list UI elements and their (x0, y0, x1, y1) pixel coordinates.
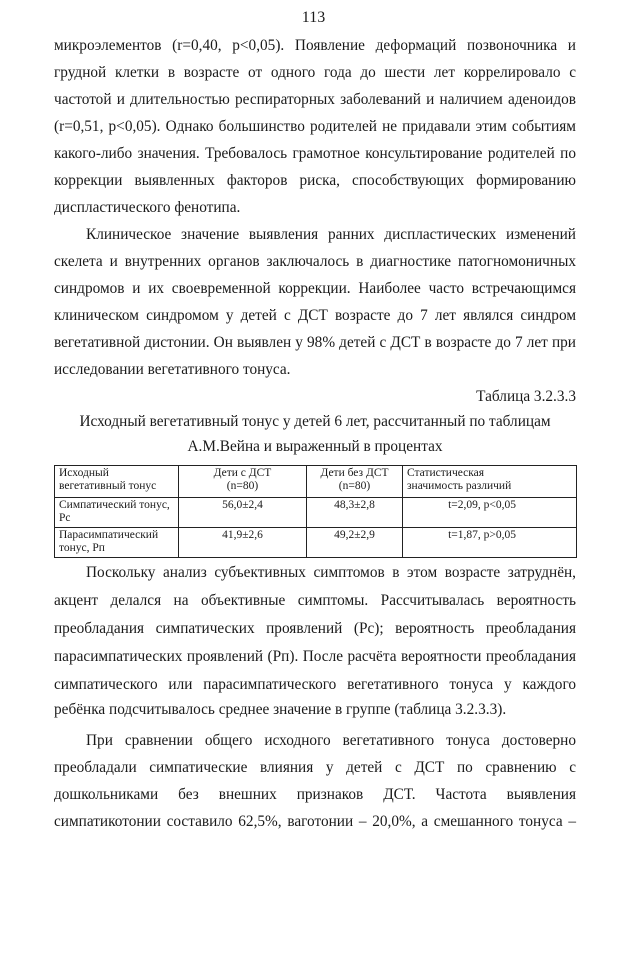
value-cell: 49,2±2,9 (307, 528, 403, 558)
table-row (55, 498, 577, 528)
text-line: грудной клетки в возрасте от одного года до шести лет коррелировало с (54, 64, 576, 81)
row-label-text: Симпатический тонус, (59, 499, 170, 511)
text-line: исследовании вегетативного тонуса. (54, 361, 291, 378)
text-line: (r=0,51, p<0,05). Однако большинство родителей не придавали этим событиям (54, 118, 576, 135)
text-line: ребёнка подсчитывалось среднее значение в группе (таблица 3.2.3.3). (54, 701, 507, 718)
text-line: Клиническое значение выявления ранних диспластических изменений (86, 226, 576, 243)
text-line: При сравнении общего исходного вегетативного тонуса достоверно (86, 732, 576, 749)
row-label-cell (55, 528, 179, 558)
text-line: какого-либо значения. Требовалось грамотное консультирование родителей по (54, 145, 576, 162)
text-line: дошкольниками без внешних признаков ДСТ. Частота выявления (54, 786, 576, 803)
text-line: вегетативной дистонии. Он выявлен у 98% детей с ДСТ в возрасте до 7 лет при (54, 334, 576, 351)
table-caption-line: А.М.Вейна и выраженный в процентах (187, 438, 443, 455)
value-cell: 41,9±2,6 (179, 528, 307, 558)
text-line: скелета и внутренних органов заключалось в диагностике патогномоничных (54, 253, 576, 270)
header-text: вегетативный тонус (59, 480, 157, 492)
header-text: Статистическая (407, 467, 485, 479)
header-text: значимость различий (407, 480, 512, 492)
table-caption-line: Исходный вегетативный тонус у детей 6 лет, рассчитанный по таблицам (79, 413, 551, 430)
row-label-text: тонус, Рп (59, 542, 105, 554)
text-line: симпатикотонии составило 62,5%, ваготонии – 20,0%, а смешанного тонуса – (54, 813, 576, 830)
table-label: Таблица 3.2.3.3 (476, 388, 576, 405)
text-line: Поскольку анализ субъективных симптомов в этом возрасте затруднён, (86, 564, 576, 581)
text-line: частотой и длительностью респираторных заболеваний и наличием аденоидов (54, 91, 576, 108)
significance-cell: t=1,87, p>0,05 (403, 528, 577, 558)
header-text: (n=80) (226, 480, 259, 492)
significance-cell: t=2,09, p<0,05 (403, 498, 577, 528)
table-header-row (55, 466, 577, 498)
vegetative-tone-table (54, 465, 577, 558)
value-cell: 48,3±2,8 (307, 498, 403, 528)
header-cell (403, 466, 577, 498)
row-label-text: Парасимпатический (59, 529, 159, 541)
header-cell (179, 466, 307, 498)
text-line: симпатического или парасимпатического вегетативного тонуса у каждого (54, 676, 576, 693)
table-row (55, 528, 577, 558)
header-text: Дети без ДСТ (320, 467, 389, 479)
header-cell (55, 466, 179, 498)
text-line: акцент делался на объективные симптомы. Рассчитывалась вероятность (54, 592, 576, 609)
row-label-text: Рс (59, 512, 71, 524)
page-number: 113 (301, 9, 326, 26)
row-label-cell (55, 498, 179, 528)
value-cell: 56,0±2,4 (179, 498, 307, 528)
text-line: преобладали симпатические влияния у детей с ДСТ по сравнению с (54, 759, 576, 776)
text-line: коррекции выявленных факторов риска, способствующих формированию (54, 172, 576, 189)
text-line: клиническом синдромом у детей с ДСТ возрасте до 7 лет являлся синдром (54, 307, 576, 324)
text-line: микроэлементов (r=0,40, p<0,05). Появление деформаций позвоночника и (54, 37, 576, 54)
header-text: Исходный (59, 467, 109, 479)
header-text: (n=80) (338, 480, 371, 492)
text-line: синдромов и их своевременной коррекции. Наиболее часто встречающимся (54, 280, 576, 297)
header-text: Дети с ДСТ (213, 467, 272, 479)
text-line: преобладания симпатических проявлений (Рс); вероятность преобладания (54, 620, 576, 637)
text-line: парасимпатических проявлений (Рп). После расчёта вероятности преобладания (54, 648, 576, 665)
text-line: диспластического фенотипа. (54, 199, 241, 216)
header-cell (307, 466, 403, 498)
